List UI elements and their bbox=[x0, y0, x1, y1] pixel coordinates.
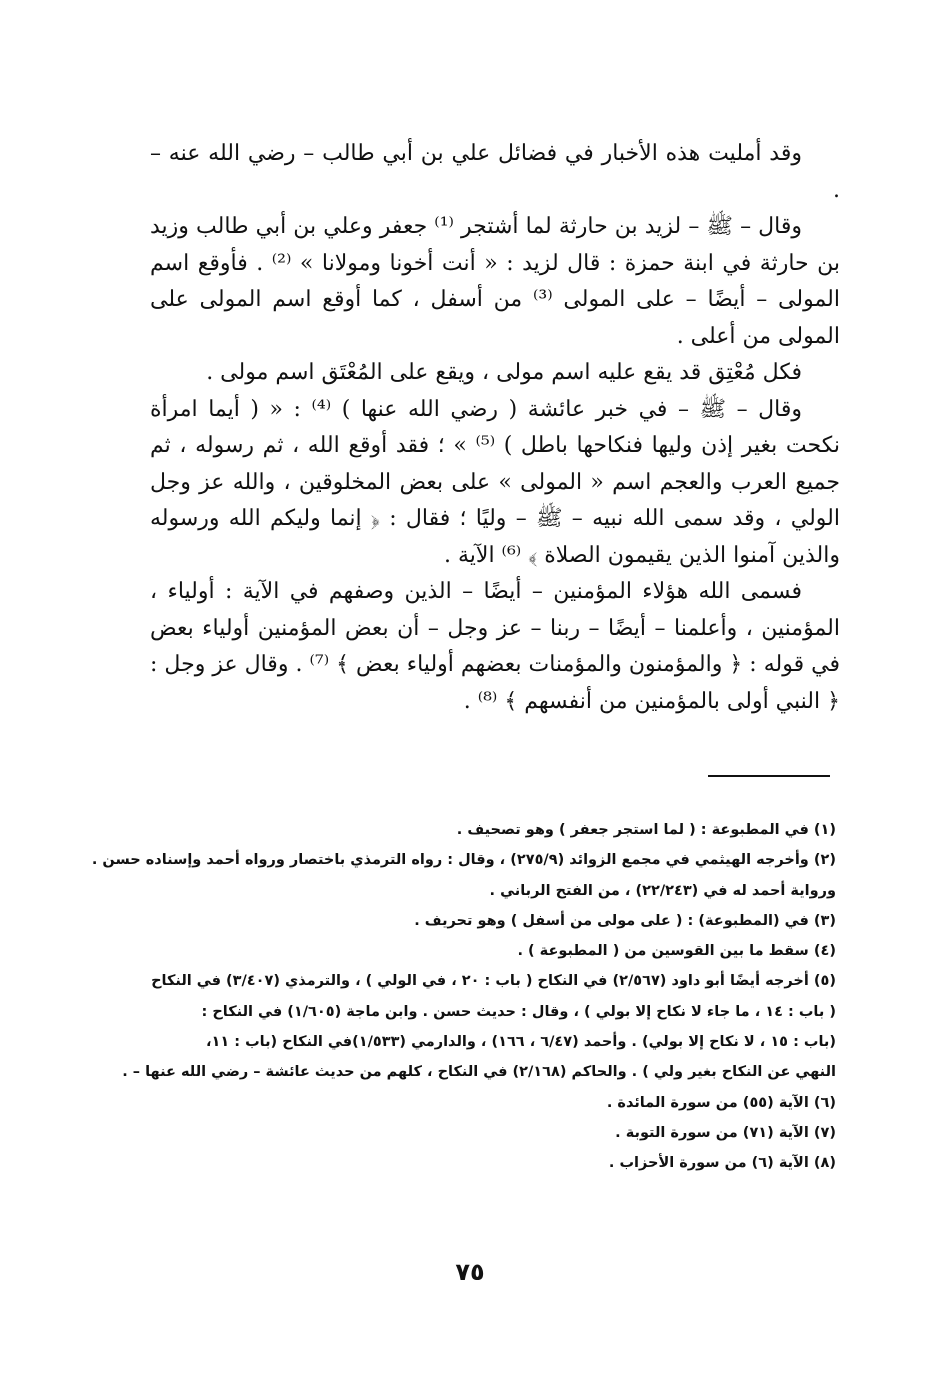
footnote-line: ورواية أحمد له في (٢٢/٢٤٣) ، من الفتح الرباني . bbox=[489, 882, 836, 899]
footnote-line: (٤) سقط ما بين القوسين من ( المطبوعة ) . bbox=[517, 943, 836, 960]
footnote-line: (باب : ١٥ ، لا نكاح إلا بولي) . وأحمد (٦/٤٧ ، ١٦٦) ، والدارمي (١/٥٣٣)في النكاح (باب : ١١، bbox=[205, 1034, 836, 1051]
footnote-line: (٣) في (المطبوعة) : ( على مولى من أسفل ) وهو تحريف . bbox=[414, 912, 836, 929]
paragraph-4: وقال – ﷺ – في خبر عائشة ( رضي الله عنها ) ⁽⁴⁾ : « ( أيما امرأة نكحت بغير إذن وليها فنكاحها باطل ) ⁽⁵⁾ » ؛ فقد أوقع الله ، ثم رسوله ، ثم جميع العرب والعجم اسم « المولى » على بعض المخلوقين ، والله عز وجل الولي ، وقد سمى الله نبيه – ﷺ – وليًا ؛ فقال : ﴿ إنما وليكم الله ورسوله والذين آمنوا الذين يقيمون الصلاة ﴾ ⁽⁶⁾ الآية . bbox=[150, 396, 840, 568]
footnote-line: (٦) الآية (٥٥) من سورة المائدة . bbox=[606, 1094, 836, 1111]
main-text bbox=[150, 136, 840, 720]
footnote-line: (٥) أخرجه أيضًا أبو داود (٢/٥٦٧) في النكاح ( باب : ٢٠ ، في الولي ) ، والترمذي (٣/٤٠٧) في النكاح bbox=[151, 973, 836, 990]
footnotes bbox=[91, 815, 836, 1179]
footnote-line: (٢) وأخرجه الهيثمي في مجمع الزوائد (٢٧٥/٩) ، وقال : رواه الترمذي باختصار ورواه أحمد وإسناده حسن . bbox=[91, 852, 836, 869]
footnote-line: ( باب : ١٤ ، ما جاء لا نكاح إلا بولي ) ، وقال : حديث حسن . وابن ماجة (١/٦٠٥) في النكاح : bbox=[201, 1003, 836, 1020]
footnote-separator bbox=[708, 775, 830, 777]
footnote-line: النهي عن النكاح بغير ولي ) . والحاكم (٢/١٦٨) في النكاح ، كلهم من حديث عائشة – رضي الله عنها – . bbox=[122, 1064, 836, 1081]
paragraph-5: فسمى الله هؤلاء المؤمنين – أيضًا – الذين وصفهم في الآية : أولياء ، المؤمنين ، وأعلمنا – أيضًا – ربنا – عز وجل – أن بعض المؤمنين أولياء بعض في قوله : ﴿ والمؤمنون والمؤمنات بعضهم أولياء بعض ﴾ ⁽⁷⁾ . وقال عز وجل : ﴿ النبي أولى بالمؤمنين من أنفسهم ﴾ ⁽⁸⁾ . bbox=[150, 579, 840, 714]
paragraph-2: وقال – ﷺ – لزيد بن حارثة لما أشتجر ⁽¹⁾ جعفر وعلي بن أبي طالب وزيد بن حارثة في ابنة حمزة : قال لزيد : « أنت أخونا ومولانا » ⁽²⁾ . فأوقع اسم المولى – أيضًا – على المولى ⁽³⁾ من أسفل ، كما أوقع اسم المولى على المولى من أعلى . bbox=[150, 214, 840, 349]
paragraph-1: وقد أمليت هذه الأخبار في فضائل علي بن أبي طالب – رضي الله عنه – . bbox=[150, 141, 840, 203]
footnote-line: (٧) الآية (٧١) من سورة التوبة . bbox=[615, 1124, 836, 1141]
footnote-line: (٨) الآية (٦) من سورة الأحزاب . bbox=[608, 1155, 836, 1172]
paragraph-3: فكل مُعْتِق قد يقع عليه اسم مولى ، ويقع على المُعْتَق اسم مولى . bbox=[206, 360, 802, 385]
page-number: ٧٥ bbox=[455, 1258, 485, 1286]
footnote-line: (١) في المطبوعة : ( لما استجر جعفر ) وهو تصحيف . bbox=[456, 822, 836, 838]
